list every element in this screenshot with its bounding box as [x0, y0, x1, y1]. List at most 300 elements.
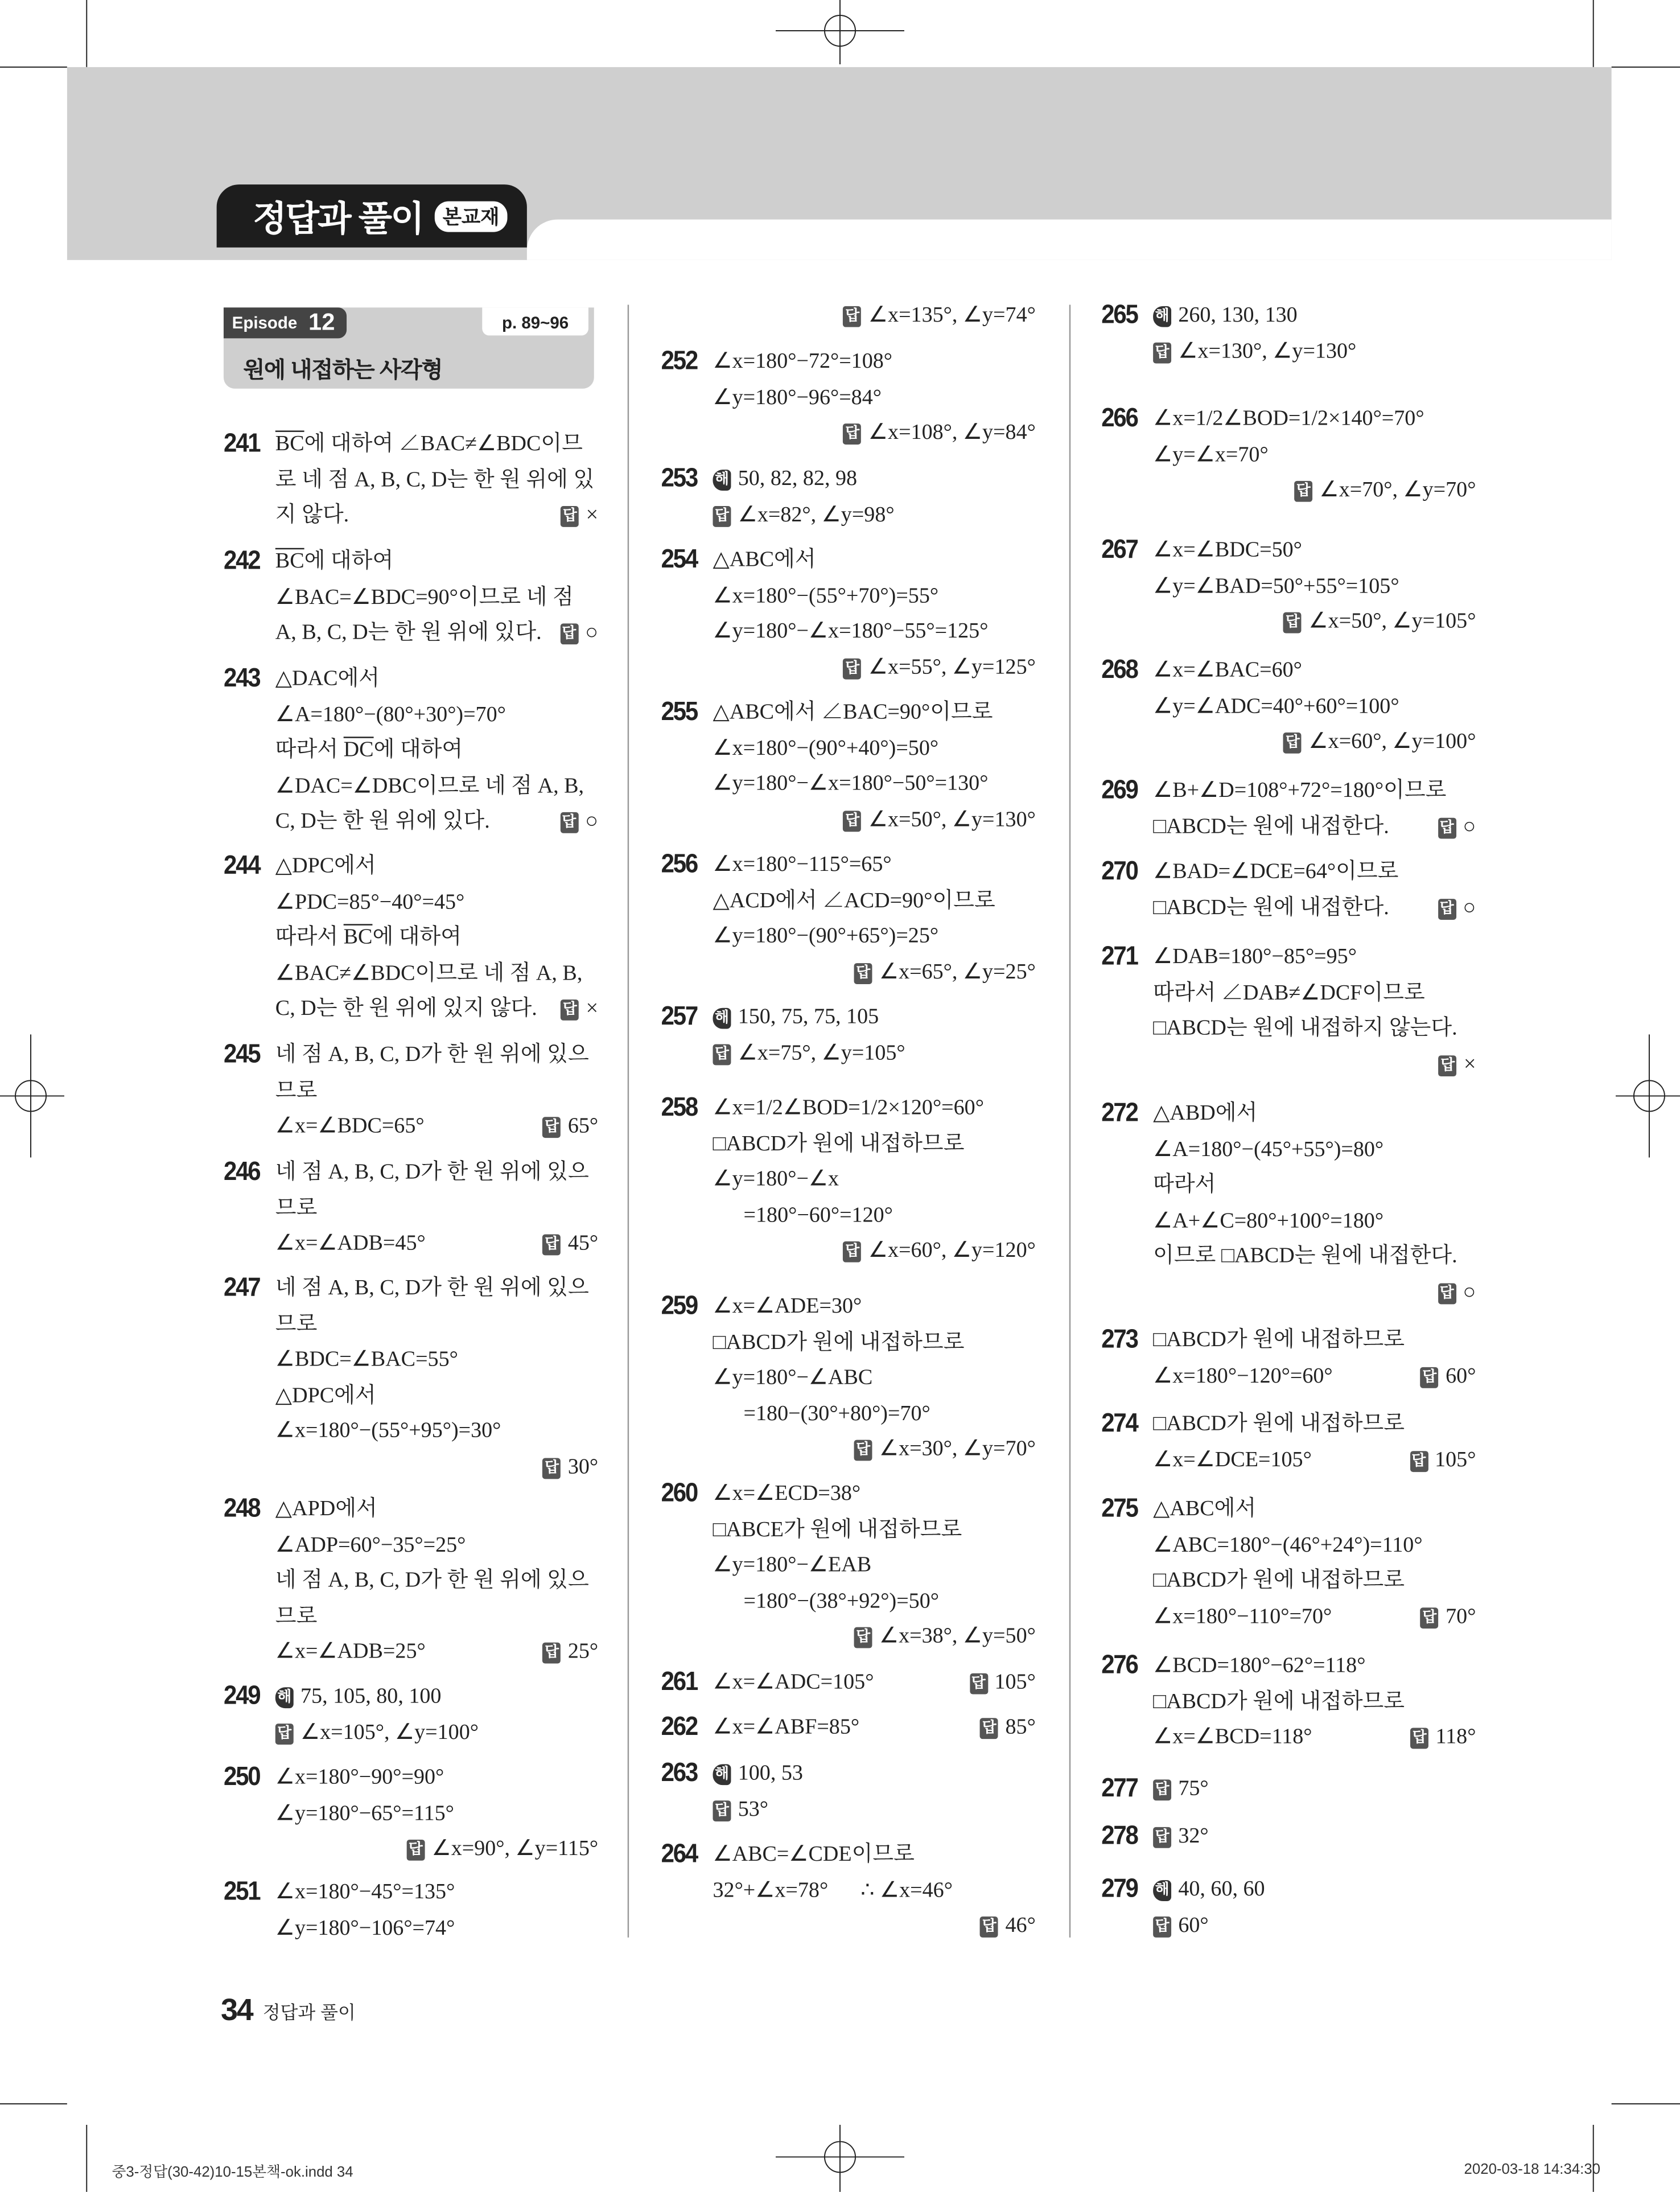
line-text: ∠x=∠DCE=105° — [1153, 1447, 1312, 1471]
problem-279 — [1101, 1872, 1476, 1943]
solution-line — [1153, 1527, 1476, 1563]
solution-line — [275, 462, 598, 498]
line-text: ∠x=60°, ∠y=120° — [868, 1238, 1036, 1262]
line-text: 이므로 □ABCD는 원에 내접한다. — [1153, 1244, 1457, 1268]
line-text: 네 점 A, B, C, D가 한 원 위에 있으 — [275, 1160, 589, 1185]
line-text: 100, 53 — [738, 1761, 803, 1786]
problem-number: 274 — [1101, 1409, 1138, 1439]
line-text: △ACD에서 ∠ACD=90°이므로 — [713, 888, 995, 912]
problem-249 — [224, 1679, 598, 1750]
problem-254 — [661, 542, 1036, 685]
problem-277 — [1101, 1771, 1476, 1807]
solution-line — [275, 426, 598, 462]
answer-text: 70° — [1446, 1604, 1476, 1628]
line-text: △ABC에서 — [1153, 1497, 1257, 1521]
problem-256 — [661, 847, 1036, 990]
line-text: ∠PDC=85°−40°=45° — [275, 890, 465, 914]
line-text: ∠x=∠ADB=45° — [275, 1231, 426, 1256]
problem-268 — [1101, 653, 1476, 760]
line-text: ∠x=55°, ∠y=125° — [868, 655, 1036, 679]
line-text: □ABCD는 원에 내접한다. — [1153, 895, 1389, 919]
answer-line — [1153, 1907, 1476, 1943]
problem-273 — [1101, 1322, 1476, 1393]
line-text: ∠x=∠ECD=38° — [713, 1482, 861, 1506]
problem-276 — [1101, 1648, 1476, 1755]
answer-badge-icon: 답 — [1420, 1607, 1439, 1628]
episode-box — [224, 307, 594, 388]
line-text: ∠BAC≠∠BDC이므로 네 점 A, B, — [275, 961, 583, 985]
solution-line — [275, 884, 598, 920]
answer-badge-icon: 답 — [1294, 481, 1312, 502]
answer-line — [713, 801, 1036, 837]
line-text: ∠y=180°−65°=115° — [275, 1801, 454, 1825]
line-text: ∠x=180°−110°=70° — [1153, 1604, 1332, 1628]
solution-line — [1153, 890, 1476, 926]
answer-text: 45° — [567, 1231, 599, 1256]
problem-number: 243 — [223, 664, 260, 694]
line-text: 네 점 A, B, C, D가 한 원 위에 있으 — [275, 1043, 589, 1067]
line-text: ∠x=30°, ∠y=70° — [879, 1437, 1036, 1461]
answer-line — [713, 649, 1036, 685]
line-text: ∠x=90°, ∠y=115° — [431, 1837, 599, 1861]
line-text: △DPC에서 — [275, 854, 376, 878]
explanation-line — [713, 461, 1036, 497]
line-text: × — [1463, 1052, 1476, 1076]
solution-line — [1153, 437, 1476, 472]
line-text: $\overline{BC}$에 대하여 ∠BAC≠∠BDC이므 — [275, 431, 583, 456]
problem-number: 266 — [1101, 404, 1138, 434]
line-text: ∠y=180°−∠x — [713, 1167, 839, 1191]
solution-line — [275, 1634, 598, 1670]
problem-number: 256 — [661, 850, 698, 879]
line-text: ∠x=105°, ∠y=100° — [300, 1720, 479, 1744]
line-text: ○ — [1463, 1280, 1476, 1304]
inline-answer — [1438, 890, 1476, 926]
solution-line — [1153, 1096, 1476, 1132]
inline-answer — [561, 991, 598, 1027]
solution-line — [275, 1155, 598, 1191]
problem-253 — [661, 461, 1036, 532]
answer-line — [1153, 1819, 1476, 1854]
problem-266 — [1101, 401, 1476, 508]
explanation-line — [1153, 1872, 1476, 1907]
answer-line — [713, 1908, 1036, 1944]
line-text: ∠x=130°, ∠y=130° — [1178, 339, 1357, 363]
solution-line — [275, 1342, 598, 1378]
answer-line — [1153, 1046, 1476, 1082]
problem-270 — [1101, 854, 1476, 926]
problem-number: 278 — [1101, 1821, 1138, 1851]
solution-line — [713, 578, 1036, 614]
line-text: ∠x=180°−120°=60° — [1153, 1363, 1333, 1388]
problem-246 — [224, 1155, 598, 1262]
problem-251 — [224, 1874, 598, 1946]
episode-number: 12 — [308, 309, 335, 336]
solution-line — [1153, 1598, 1476, 1634]
answer-text: 105° — [1435, 1447, 1476, 1471]
problem-number: 253 — [661, 464, 698, 493]
explanation-badge-icon: 해 — [1153, 1880, 1171, 1901]
slug-timestamp: 2020-03-18 14:34:30 — [1464, 2161, 1601, 2178]
answer-badge-icon: 답 — [843, 810, 862, 831]
answer-badge-icon: 답 — [406, 1840, 425, 1861]
solution-line — [275, 697, 598, 733]
answer-badge-icon: 답 — [561, 1000, 579, 1021]
problem-245 — [224, 1037, 598, 1144]
problem-243 — [224, 661, 598, 840]
solution-line — [713, 1710, 1036, 1746]
section-badge: 본교재 — [434, 200, 508, 231]
line-text: □ABCD가 원에 내접하므로 — [1153, 1328, 1405, 1352]
solution-line — [1153, 1648, 1476, 1684]
inline-answer — [980, 1710, 1036, 1746]
page-number: 34 — [221, 1992, 253, 2028]
solution-line — [275, 1413, 598, 1449]
solution-line — [1153, 1132, 1476, 1167]
line-text: ∠A=180°−(45°+55°)=80° — [1153, 1137, 1384, 1161]
answer-badge-icon: 답 — [1153, 1779, 1171, 1800]
answer-badge-icon: 답 — [854, 963, 872, 984]
answer-badge-icon: 답 — [1410, 1728, 1428, 1749]
line-text: ∠y=∠ADC=40°+60°=100° — [1153, 694, 1399, 718]
solution-line — [713, 1583, 1036, 1619]
solution-line — [275, 733, 598, 768]
line-text: ∠x=135°, ∠y=74° — [868, 303, 1036, 327]
line-text: 30° — [567, 1454, 599, 1479]
section-title: 정답과 풀이 — [253, 199, 423, 238]
problem-number: 250 — [223, 1762, 260, 1792]
solution-line — [1153, 1239, 1476, 1274]
solution-line — [1153, 1720, 1476, 1755]
answer-line — [713, 1035, 1036, 1071]
answer-badge-icon: 답 — [1410, 1450, 1428, 1471]
answer-badge-icon: 답 — [969, 1673, 987, 1695]
line-text: 따라서 ∠DAB≠∠DCF이므로 — [1153, 980, 1425, 1005]
inline-answer — [969, 1665, 1036, 1701]
episode-tag — [224, 307, 347, 338]
inline-answer — [1410, 1720, 1476, 1755]
line-text: 로 네 점 A, B, C, D는 한 원 위에 있 — [275, 467, 595, 492]
line-text: 네 점 A, B, C, D가 한 원 위에 있으 — [275, 1276, 589, 1300]
line-text: 32°+∠x=78° ∴ ∠x=46° — [713, 1878, 953, 1902]
problem-number: 277 — [1101, 1774, 1138, 1804]
solution-line — [275, 768, 598, 804]
line-text: ∠y=180°−106°=74° — [275, 1915, 455, 1940]
line-text: ∠x=180°−(55°+95°)=30° — [275, 1418, 501, 1443]
line-text: ∠A+∠C=80°+100°=180° — [1153, 1208, 1384, 1232]
line-text: △DAC에서 — [275, 667, 380, 691]
problem-278 — [1101, 1819, 1476, 1854]
answer-badge-icon: 답 — [843, 306, 862, 327]
line-text: A, B, C, D는 한 원 위에 있다. — [275, 620, 542, 645]
explanation-line — [275, 1679, 598, 1715]
solution-line — [275, 544, 598, 579]
line-text: ∠BCD=180°−62°=118° — [1153, 1654, 1366, 1678]
problem-number: 254 — [661, 545, 698, 575]
problem-259 — [661, 1289, 1036, 1467]
problem-274 — [1101, 1407, 1476, 1478]
answer-badge-icon: 답 — [1153, 342, 1171, 363]
line-text: △DPC에서 — [275, 1383, 376, 1407]
answer-badge-icon: 답 — [843, 658, 862, 679]
explanation-badge-icon: 해 — [713, 470, 731, 491]
problem-number: 252 — [661, 347, 698, 376]
solution-line — [275, 920, 598, 956]
line-text: 50, 82, 82, 98 — [738, 467, 858, 491]
line-text: ∠x=108°, ∠y=84° — [868, 421, 1036, 445]
solution-line — [275, 1491, 598, 1527]
answer-badge-icon: 답 — [854, 1627, 872, 1648]
problem-269 — [1101, 773, 1476, 844]
problem-number: 247 — [223, 1273, 260, 1303]
solution-line — [713, 1091, 1036, 1126]
solution-line — [1153, 1011, 1476, 1047]
answer-text: 25° — [567, 1639, 599, 1664]
line-text: □ABCD가 원에 내접하므로 — [713, 1132, 965, 1155]
problem-number: 264 — [661, 1839, 698, 1869]
line-text: 따라서 — [1153, 1173, 1216, 1197]
solution-line — [1153, 1491, 1476, 1527]
line-text: 지 않다. — [275, 503, 349, 527]
solution-line — [275, 956, 598, 992]
solution-line — [275, 1190, 598, 1226]
line-text: ∠BDC=∠BAC=55° — [275, 1347, 458, 1372]
slug-filename: 중3-정답(30-42)10-15본책-ok.indd 34 — [112, 2164, 353, 2181]
problem-244 — [224, 849, 598, 1027]
line-text: ∠x=∠BDC=50° — [1153, 538, 1302, 562]
line-text: ∠ABC=∠CDE이므로 — [713, 1842, 915, 1866]
solution-line — [275, 579, 598, 615]
problem-250 — [224, 1760, 598, 1867]
problem-number: 279 — [1101, 1874, 1138, 1904]
line-text: 53° — [738, 1797, 769, 1821]
line-text: 46° — [1005, 1914, 1036, 1938]
answer-badge-icon: 답 — [980, 1917, 998, 1938]
answer-badge-icon: 답 — [560, 623, 578, 644]
solution-line — [1153, 401, 1476, 437]
answer-badge-icon: 답 — [1153, 1827, 1171, 1848]
line-text: ∠y=180°−∠x=180°−55°=125° — [713, 619, 989, 643]
line-text: △APD에서 — [275, 1497, 377, 1521]
solution-line — [275, 849, 598, 885]
solution-line — [713, 1197, 1036, 1233]
problem-number: 267 — [1101, 535, 1138, 565]
problem-number: 255 — [661, 697, 698, 727]
line-text: ∠x=50°, ∠y=130° — [868, 807, 1036, 832]
solution-line — [275, 1796, 598, 1832]
episode-pages: p. 89~96 — [482, 307, 588, 335]
line-text: ∠x=60°, ∠y=100° — [1308, 729, 1476, 754]
line-text: =180−(30°+80°)=70° — [743, 1401, 930, 1425]
line-text: ∠x=1/2∠BOD=1/2×120°=60° — [713, 1096, 984, 1120]
inline-answer — [1410, 1442, 1476, 1478]
line-text: 따라서 $\overline{BC}$에 대하여 — [275, 925, 462, 949]
line-text: 32° — [1178, 1824, 1209, 1848]
answer-badge-icon: 답 — [854, 1440, 872, 1461]
answer-line — [1153, 724, 1476, 760]
inline-answer — [561, 497, 598, 533]
line-text: □ABCD는 원에 내접한다. — [1153, 814, 1389, 838]
solution-line — [713, 1360, 1036, 1396]
solution-line — [275, 661, 598, 697]
problem-262 — [661, 1710, 1036, 1746]
line-text: ∠x=180°−72°=108° — [713, 349, 893, 373]
line-text: ∠x=180°−(55°+70°)=55° — [713, 583, 939, 608]
section-tab — [217, 184, 527, 248]
line-text: ∠x=∠BAC=60° — [1153, 658, 1302, 682]
line-text: ∠y=180°−96°=84° — [713, 385, 882, 409]
solution-line — [1153, 568, 1476, 604]
problem-265 — [1101, 298, 1476, 369]
solution-line — [1153, 1203, 1476, 1239]
line-text: ∠x=180°−(90°+40°)=50° — [713, 736, 939, 760]
answer-line — [713, 1619, 1036, 1655]
solution-line — [713, 1126, 1036, 1162]
solution-line — [713, 614, 1036, 649]
problem-number: 273 — [1101, 1325, 1138, 1355]
problem-number: 265 — [1101, 301, 1138, 330]
answer-line — [713, 1432, 1036, 1467]
line-text: □ABCE가 원에 내접하므로 — [713, 1517, 962, 1541]
answer-badge-icon: 답 — [560, 812, 578, 833]
solution-line — [275, 804, 598, 840]
inline-answer — [560, 804, 598, 840]
line-text: ∠B+∠D=108°+72°=180°이므로 — [1153, 778, 1447, 803]
inline-answer — [1420, 1598, 1476, 1634]
answer-text: × — [586, 997, 599, 1021]
solution-line — [275, 1377, 598, 1413]
solution-line — [713, 1289, 1036, 1325]
answer-text: 105° — [994, 1670, 1036, 1695]
solution-line — [713, 847, 1036, 883]
line-text: ∠x=180°−45°=135° — [275, 1880, 455, 1904]
answer-line — [713, 497, 1036, 533]
line-text: ∠x=∠ADB=25° — [275, 1639, 426, 1664]
problem-number: 248 — [223, 1494, 260, 1524]
solution-line — [713, 1512, 1036, 1548]
solution-line — [713, 1476, 1036, 1512]
line-text: 네 점 A, B, C, D가 한 원 위에 있으 — [275, 1568, 589, 1593]
solution-line — [275, 1874, 598, 1910]
answer-line — [713, 415, 1036, 451]
explanation-badge-icon: 해 — [275, 1687, 294, 1708]
episode-title: 원에 내접하는 사각형 — [243, 359, 443, 383]
problem-number: 262 — [661, 1712, 698, 1742]
problem-263 — [661, 1756, 1036, 1827]
solution-line — [1153, 773, 1476, 809]
line-text: ∠x=∠BDC=65° — [275, 1114, 425, 1138]
answer-badge-icon: 답 — [561, 506, 579, 527]
problem-241 — [224, 426, 598, 533]
solution-line — [275, 1226, 598, 1262]
solution-line — [713, 1837, 1036, 1873]
inline-answer — [1438, 809, 1476, 845]
inline-answer — [543, 1226, 599, 1262]
answer-line — [275, 1449, 598, 1485]
solution-line — [275, 1910, 598, 1946]
problem-number: 242 — [223, 546, 260, 576]
line-text: ∠BAC=∠BDC=90°이므로 네 점 — [275, 585, 574, 609]
line-text: ∠ABC=180°−(46°+24°)=110° — [1153, 1532, 1423, 1557]
line-text: 60° — [1178, 1913, 1209, 1937]
line-text: △ABC에서 ∠BAC=90°이므로 — [713, 700, 993, 725]
problem-267 — [1101, 533, 1476, 640]
problem-257 — [661, 1000, 1036, 1071]
answer-text: ○ — [1463, 895, 1476, 919]
line-text: =180°−(38°+92°)=50° — [743, 1589, 939, 1613]
answer-badge-icon: 답 — [1438, 898, 1456, 919]
inline-answer — [1420, 1358, 1476, 1394]
line-text: 75, 105, 80, 100 — [300, 1684, 442, 1709]
line-text: ∠y=∠BAD=50°+55°=105° — [1153, 574, 1399, 598]
answer-badge-icon: 답 — [1438, 817, 1456, 838]
problem-252 — [661, 344, 1036, 451]
solution-line — [713, 1396, 1036, 1432]
answer-badge-icon: 답 — [543, 1457, 561, 1478]
problem-number: 275 — [1101, 1494, 1138, 1524]
answer-text: ○ — [585, 809, 599, 833]
answer-line — [713, 1791, 1036, 1827]
answer-badge-icon: 답 — [1153, 1916, 1171, 1937]
solution-line — [275, 615, 598, 651]
problem-number: 261 — [661, 1667, 698, 1697]
answer-line — [275, 1831, 598, 1867]
answer-badge-icon: 답 — [713, 1800, 731, 1821]
explanation-line — [713, 1000, 1036, 1035]
solution-line — [1153, 689, 1476, 725]
footer-label: 정답과 풀이 — [262, 2001, 356, 2023]
solution-line — [1153, 1407, 1476, 1442]
problem-number: 276 — [1101, 1651, 1138, 1680]
line-text: ∠BAD=∠DCE=64°이므로 — [1153, 859, 1399, 884]
solution-line — [1153, 1358, 1476, 1394]
answer-text: × — [586, 503, 599, 527]
answer-text: 65° — [567, 1114, 599, 1138]
problem-number: 260 — [661, 1479, 698, 1508]
answer-badge-icon: 답 — [713, 1043, 731, 1064]
line-text: 40, 60, 60 — [1178, 1877, 1265, 1902]
solution-line — [275, 991, 598, 1027]
problem-number: 244 — [223, 851, 260, 881]
inline-answer — [543, 1634, 599, 1670]
answer-badge-icon: 답 — [843, 423, 862, 445]
problem-number: 268 — [1101, 655, 1138, 685]
answer-line — [1153, 1771, 1476, 1807]
problem-275 — [1101, 1491, 1476, 1634]
line-text: □ABCD가 원에 내접하므로 — [1153, 1689, 1405, 1713]
solution-line — [1153, 939, 1476, 975]
answer-badge-icon: 답 — [1283, 733, 1302, 754]
answer-badge-icon: 답 — [1283, 612, 1302, 634]
solution-line — [713, 919, 1036, 955]
line-text: 므로 — [275, 1604, 318, 1628]
problem-number: 269 — [1101, 776, 1138, 805]
line-text: □ABCD가 원에 내접하므로 — [713, 1330, 965, 1354]
problem-number: 257 — [661, 1002, 698, 1032]
answer-text: ○ — [585, 620, 599, 645]
answer-line — [1153, 472, 1476, 508]
solution-line — [713, 766, 1036, 802]
line-text: ∠y=180°−∠EAB — [713, 1553, 872, 1577]
solution-line — [713, 695, 1036, 731]
problem-number: 258 — [661, 1093, 698, 1123]
line-text: □ABCD가 원에 내접하므로 — [1153, 1412, 1405, 1436]
line-text: ∠y=180°−(90°+65°)=25° — [713, 924, 939, 948]
answer-line — [713, 298, 1036, 334]
solution-line — [713, 883, 1036, 919]
line-text: ∠A=180°−(80°+30°)=70° — [275, 702, 506, 726]
line-text: □ABCD는 원에 내접하지 않는다. — [1153, 1016, 1457, 1041]
